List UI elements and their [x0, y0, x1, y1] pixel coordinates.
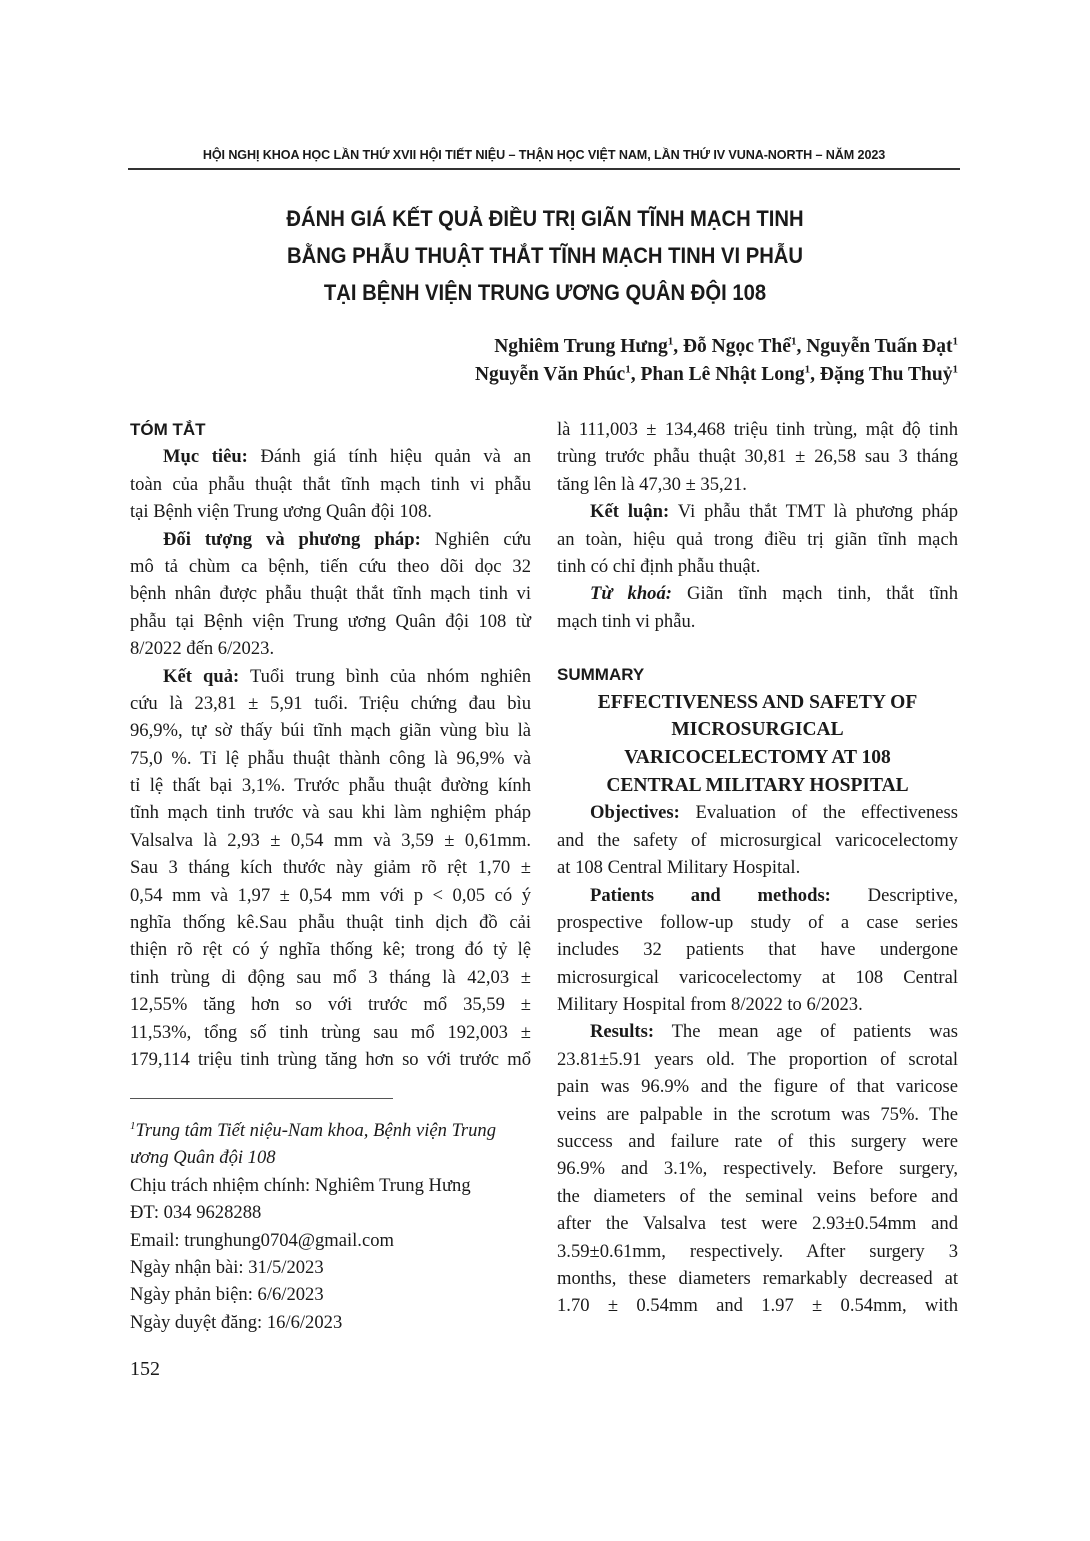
paragraph-line: [130, 827, 531, 854]
paragraph-line: [557, 882, 958, 909]
line-text: Valsalva là 2,93 ± 0,54 mm và 3,59 ± 0,61mm.: [130, 829, 531, 851]
corresponding-author: Chịu trách nhiệm chính: Nghiêm Trung Hưng: [130, 1174, 471, 1196]
paragraph-line: [557, 909, 958, 936]
line-text: bệnh nhân được phẫu thuật thắt tĩnh mạch tinh vi: [130, 583, 531, 605]
author-list: [475, 333, 958, 389]
date-reviewed: Ngày phản biện: 6/6/2023: [130, 1284, 324, 1306]
paragraph-line: [557, 1183, 958, 1210]
line-text: tinh có chỉ định phẫu thuật.: [557, 555, 761, 577]
paragraph: [557, 1018, 958, 1319]
paragraph: [557, 416, 958, 498]
abstract-english-column: [557, 416, 958, 1320]
line-text: 0,54 mm và 1,97 ± 0,54 mm với p < 0,05 có ý: [130, 884, 531, 906]
line-text: includes 32 patients that have undergone: [557, 939, 958, 961]
line-text: months, these diameters remarkably decreased at: [557, 1267, 958, 1289]
line-text: 23.81±5.91 years old. The proportion of scrotal: [557, 1048, 958, 1070]
english-title: [557, 689, 958, 800]
line-text: 96.9% and 3.1%, respectively. Before surgery,: [557, 1158, 958, 1180]
line-text: tinh trùng di động sau mổ 3 tháng là 42,03 ±: [130, 966, 531, 988]
affiliation-marker: 1: [667, 335, 674, 348]
paragraph-lead: Results:: [590, 1021, 655, 1043]
header-rule: [128, 168, 960, 170]
paragraph-line: [130, 526, 531, 553]
line-text: mạch tinh vi phẫu.: [557, 610, 696, 632]
paragraph-line: [557, 1046, 958, 1073]
paragraph-lead: Kết luận:: [590, 501, 670, 523]
line-text: veins are palpable in the scrotum was 75%. The: [557, 1103, 958, 1125]
line-text: The mean age of patients was: [671, 1021, 958, 1043]
author-name: Nghiêm Trung Hưng: [494, 336, 668, 357]
date-accepted: Ngày duyệt đăng: 16/6/2023: [130, 1311, 343, 1333]
author-name: Nguyễn Văn Phúc: [474, 364, 626, 385]
paragraph: [557, 498, 958, 580]
date-received: Ngày nhận bài: 31/5/2023: [130, 1257, 324, 1279]
paragraph-line: [130, 635, 531, 662]
english-title-line: MICROSURGICAL: [671, 719, 844, 741]
affiliation-line: Trung tâm Tiết niệu-Nam khoa, Bệnh viện Trung: [135, 1120, 497, 1141]
paragraph-line: [130, 799, 531, 826]
paragraph-line: [557, 799, 958, 826]
paragraph-lead: Mục tiêu:: [163, 446, 248, 468]
affiliation-marker: 1: [804, 363, 811, 376]
affiliation-marker: 1: [952, 363, 958, 376]
line-text: an toàn, hiệu quả trong điều trị giãn tĩnh mạch: [557, 528, 958, 550]
affiliation-marker: 1: [790, 335, 797, 348]
line-text: tăng lên là 47,30 ± 35,21.: [557, 473, 747, 495]
paragraph-line: [557, 443, 958, 470]
line-text: at 108 Central Military Hospital.: [557, 857, 801, 879]
line-text: prospective follow-up study of a case series: [557, 911, 958, 933]
paragraph: [557, 882, 958, 1019]
line-text: microsurgical varicocelectomy at 108 Central: [557, 966, 958, 988]
line-text: the diameters of the seminal veins before and: [557, 1185, 958, 1207]
english-title-line: EFFECTIVENESS AND SAFETY OF: [597, 691, 918, 713]
paragraph-line: [130, 882, 531, 909]
phone: ĐT: 034 9628288: [130, 1202, 262, 1224]
page-number: 152: [130, 1358, 160, 1380]
paragraph-line: [557, 964, 958, 991]
author-name: Đặng Thu Thuỷ: [819, 364, 953, 385]
paragraph: [130, 663, 531, 1074]
paragraph-line: [557, 827, 958, 854]
line-text: pain was 96.9% and the figure of that varicose: [557, 1076, 958, 1098]
paragraph-line: [557, 936, 958, 963]
paragraph-line: [557, 1155, 958, 1182]
paragraph-lead: Objectives:: [590, 802, 680, 824]
line-text: phẫu tại Bệnh viện Trung ương Quân đội 108 từ: [130, 610, 531, 632]
line-text: 75,0 %. Tỉ lệ phẫu thuật thành công là 96,9% và: [130, 747, 531, 769]
affiliation-line: ương Quân đội 108: [130, 1147, 276, 1169]
paragraph-line: [130, 717, 531, 744]
author-name: Đỗ Ngọc Thể: [682, 336, 791, 357]
paragraph-line: [557, 1265, 958, 1292]
paragraph-line: [130, 909, 531, 936]
paragraph-line: [130, 854, 531, 881]
paragraph-line: [130, 964, 531, 991]
footnote: [130, 1117, 550, 1336]
paragraph-line: [557, 526, 958, 553]
footnote-affiliation: [130, 1117, 550, 1144]
line-text: Tuổi trung bình của nhóm nghiên: [249, 665, 531, 687]
running-header: HỘI NGHỊ KHOA HỌC LẦN THỨ XVII HỘI TIẾT NIỆU – THẬN HỌC VIỆT NAM, LẦN THỨ IV VUNA-NORTH – NĂM 2023: [202, 148, 886, 162]
author-row: Nghiêm Trung Hưng$^1$, Đỗ Ngọc Thể$^1$, Nguyễn Tuấn Đạt$^1$: [494, 335, 958, 357]
paragraph-lead: Từ khoá:: [590, 583, 672, 605]
line-text: Military Hospital from 8/2022 to 6/2023.: [557, 994, 863, 1016]
paragraph-line: [557, 416, 958, 443]
line-text: 96,9%, tự sờ thấy búi tĩnh mạch giãn vùng bìu là: [130, 720, 531, 742]
paragraph-line: [130, 663, 531, 690]
line-text: Đánh giá tính hiệu quản và an: [260, 446, 532, 468]
paragraph-line: [130, 580, 531, 607]
line-text: toàn của phẫu thuật thắt tĩnh mạch tinh vi phẫu: [130, 473, 531, 495]
paragraph-line: [130, 772, 531, 799]
author-name: Nguyễn Tuấn Đạt: [806, 336, 953, 357]
line-text: Giãn tĩnh mạch tinh, thắt tĩnh: [687, 583, 959, 605]
line-text: trùng trước phẫu thuật 30,81 ± 26,58 sau 3 tháng: [557, 446, 958, 468]
paragraph-line: [130, 553, 531, 580]
paragraph-line: [130, 690, 531, 717]
paragraph-line: [557, 1238, 958, 1265]
line-text: success and failure rate of this surgery were: [557, 1131, 958, 1153]
footnote-rule: [130, 1098, 393, 1099]
paragraph-line: [557, 580, 958, 607]
paragraph-line: [557, 553, 958, 580]
english-title-line: CENTRAL MILITARY HOSPITAL: [606, 774, 909, 796]
line-text: 1.70 ± 0.54mm and 1.97 ± 0.54mm, with: [557, 1295, 958, 1317]
paragraph-line: [130, 1046, 531, 1073]
paper-title: [136, 200, 955, 311]
english-title-line: VARICOCELECTOMY AT 108: [624, 746, 891, 768]
paragraph-line: [130, 1019, 531, 1046]
section-heading: SUMMARY: [557, 665, 645, 685]
paragraph: [130, 526, 531, 663]
paragraph-line: [130, 745, 531, 772]
section-heading: TÓM TẮT: [130, 420, 206, 439]
paragraph: [130, 443, 531, 525]
line-text: Nghiên cứu: [434, 528, 531, 550]
title-line: BẰNG PHẪU THUẬT THẮT TĨNH MẠCH TINH VI PHẪU: [286, 243, 804, 268]
line-text: Evaluation of the effectiveness: [695, 802, 958, 824]
line-text: 179,114 triệu tinh trùng tăng hơn so với trước mổ: [130, 1048, 531, 1070]
affiliation-marker: 1: [625, 363, 631, 376]
paragraph-line: [557, 1018, 958, 1045]
paragraph-line: [557, 854, 958, 881]
line-text: Sau 3 tháng kích thước này giảm rõ rệt 1,70 ±: [130, 857, 531, 879]
line-text: là 111,003 ± 134,468 triệu tinh trùng, mật độ tinh: [557, 419, 958, 440]
line-text: cứu là 23,81 ± 5,91 tuổi. Triệu chứng đau bìu: [130, 692, 531, 714]
line-text: 11,53%, tổng số tinh trùng sau mổ 192,003 ±: [130, 1021, 531, 1043]
paragraph-line: [557, 991, 958, 1018]
line-text: 3.59±0.61mm, respectively. After surgery 3: [557, 1240, 958, 1262]
paragraph-line: [130, 936, 531, 963]
paragraph-line: [557, 1101, 958, 1128]
paragraph-lead: Kết quả:: [163, 665, 240, 687]
title-line: ĐÁNH GIÁ KẾT QUẢ ĐIỀU TRỊ GIÃN TĨNH MẠCH TINH: [286, 206, 804, 231]
author-row: Nguyễn Văn Phúc$^1$, Phan Lê Nhật Long$^1$, Đặng Thu Thuỷ$^1$: [474, 363, 958, 385]
author-name: Phan Lê Nhật Long: [640, 364, 805, 385]
affiliation-marker: 1: [952, 335, 958, 348]
line-text: Descriptive,: [867, 884, 958, 906]
paragraph-line: [557, 1210, 958, 1237]
paragraph-line: [557, 608, 958, 635]
paragraph-line: [130, 443, 531, 470]
paragraph-line: [557, 498, 958, 525]
line-text: after the Valsalva test were 2.93±0.54mm and: [557, 1213, 958, 1235]
abstract-vietnamese-column: [130, 416, 531, 1073]
paragraph: [557, 799, 958, 881]
line-text: 8/2022 đến 6/2023.: [130, 638, 275, 660]
paragraph-lead: Patients and methods:: [590, 884, 831, 906]
paragraph-line: [557, 1292, 958, 1319]
line-text: tỉ lệ thất bại 3,1%. Trước phẫu thuật đường kính: [130, 775, 531, 797]
paragraph-line: [130, 991, 531, 1018]
paragraph-line: [557, 1073, 958, 1100]
line-text: tĩnh mạch tinh trước và sau khi làm nghiệm pháp: [130, 802, 531, 824]
paragraph-lead: Đối tượng và phương pháp:: [163, 528, 421, 550]
line-text: mô tả chùm ca bệnh, tiến cứu theo dõi dọc 32: [130, 555, 531, 577]
line-text: Vi phẫu thắt TMT là phương pháp: [677, 501, 958, 523]
spacer: [557, 635, 958, 661]
title-line: TẠI BỆNH VIỆN TRUNG ƯƠNG QUÂN ĐỘI 108: [323, 280, 767, 305]
line-text: thiện rõ rệt có ý nghĩa thống kê; trong đó tỷ lệ: [130, 939, 531, 961]
paragraph-line: [557, 1128, 958, 1155]
paragraph: [557, 580, 958, 635]
line-text: and the safety of microsurgical varicocelectomy: [557, 829, 958, 851]
footnote-marker: 1: [130, 1119, 136, 1132]
email: Email: trunghung0704@gmail.com: [130, 1229, 394, 1251]
paragraph-line: [130, 498, 531, 525]
paragraph-line: [130, 471, 531, 498]
line-text: nghĩa thống kê.Sau phẫu thuật tinh dịch đồ cải: [130, 912, 531, 934]
line-text: tại Bệnh viện Trung ương Quân đội 108.: [130, 501, 432, 523]
paragraph-line: [130, 608, 531, 635]
line-text: 12,55% tăng hơn so với trước mổ 35,59 ±: [130, 994, 531, 1016]
paragraph-line: [557, 471, 958, 498]
